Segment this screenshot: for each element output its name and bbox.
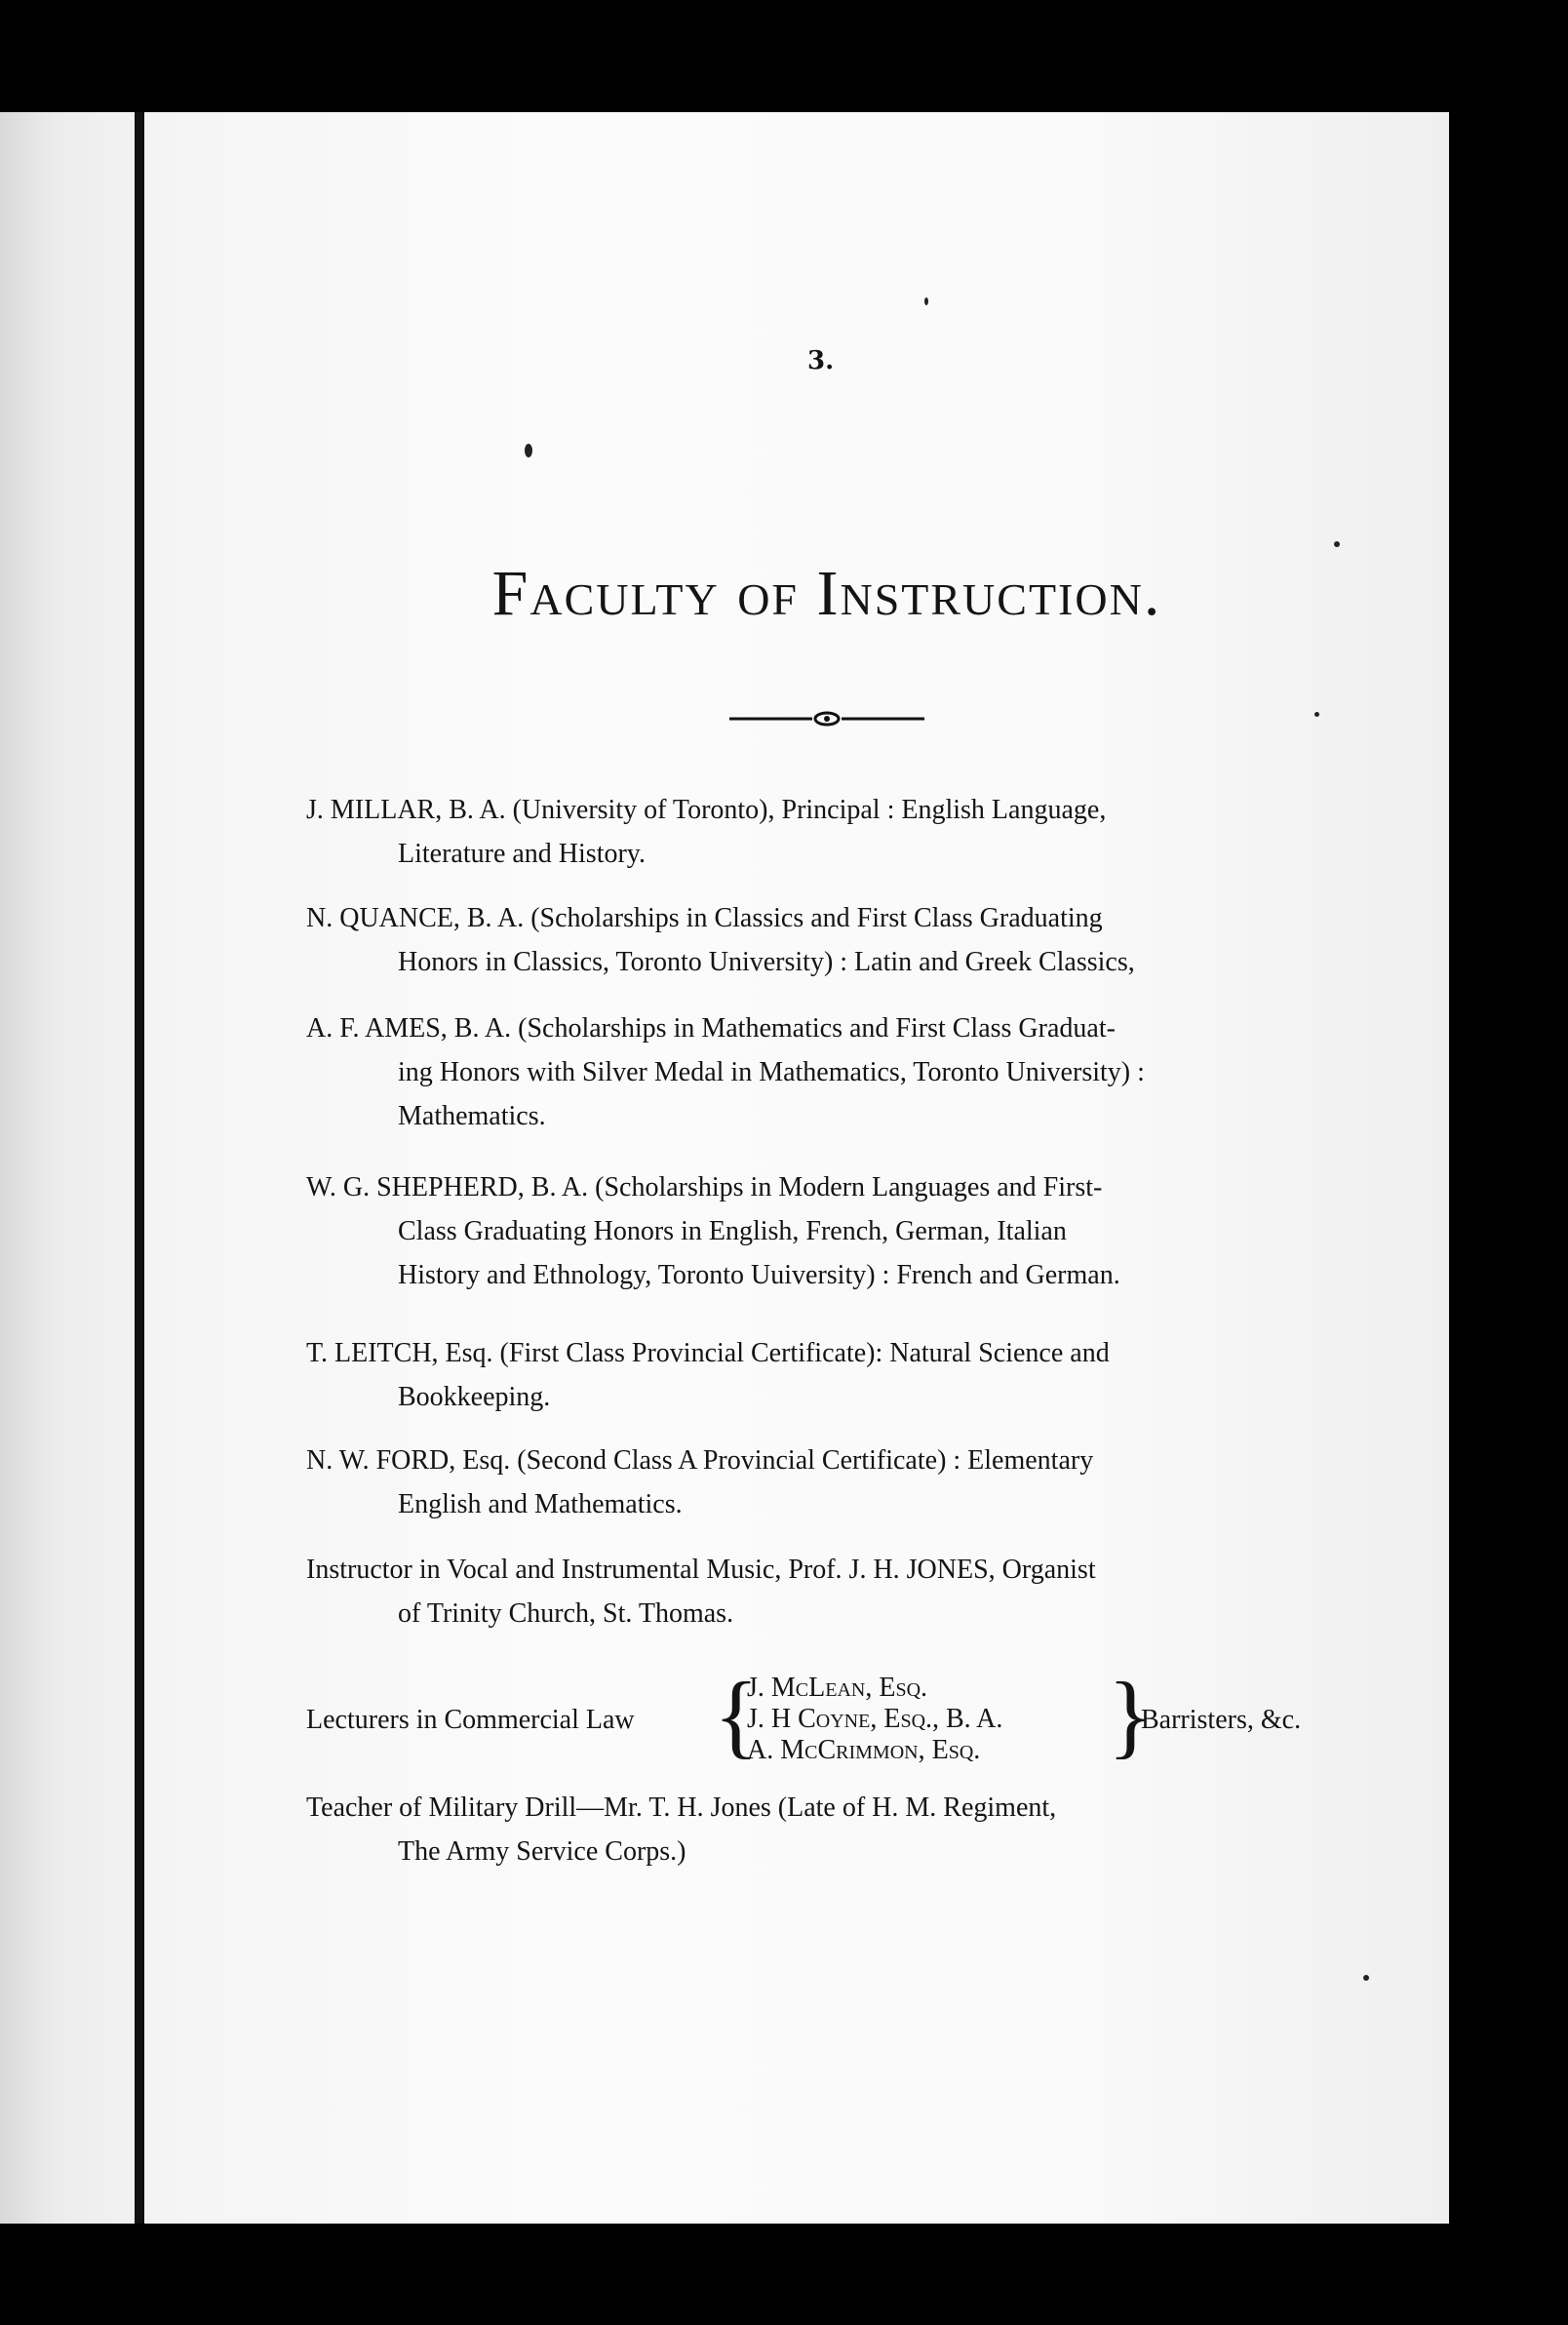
entry-line: Instructor in Vocal and Instrumental Music, Prof. J. H. JONES, Organist bbox=[306, 1555, 1096, 1585]
lecturers-block bbox=[306, 1663, 1340, 1770]
lecturer-name: J. H Coyne, Esq., B. A. bbox=[747, 1704, 1003, 1734]
entry-line: Mathematics. bbox=[398, 1101, 546, 1131]
page-title: Faculty of Instruction. bbox=[491, 558, 1162, 629]
document-page bbox=[144, 112, 1449, 2224]
entry-line: W. G. SHEPHERD, B. A. (Scholarships in Modern Languages and First- bbox=[306, 1172, 1103, 1202]
faculty-entry bbox=[306, 788, 1330, 876]
music-instructor-entry bbox=[306, 1548, 1330, 1635]
faculty-entry bbox=[306, 896, 1330, 984]
entry-line: Class Graduating Honors in English, French, German, Italian bbox=[398, 1216, 1067, 1246]
film-speck bbox=[1334, 541, 1340, 547]
military-drill-entry bbox=[306, 1786, 1330, 1873]
lecturers-names bbox=[747, 1673, 1002, 1766]
page-number: 3. bbox=[807, 346, 835, 375]
right-brace-icon: } bbox=[1108, 1663, 1154, 1767]
entry-line: The Army Service Corps.) bbox=[398, 1836, 686, 1867]
ornament-divider-icon bbox=[729, 709, 924, 729]
film-speck bbox=[924, 297, 928, 305]
left-brace-icon: { bbox=[714, 1663, 760, 1767]
entry-line: N. W. FORD, Esq. (Second Class A Provincial Certificate) : Elementary bbox=[306, 1445, 1094, 1476]
entry-line: of Trinity Church, St. Thomas. bbox=[398, 1598, 734, 1629]
film-speck bbox=[1314, 712, 1319, 717]
entry-line: English and Mathematics. bbox=[398, 1489, 683, 1519]
page-divider bbox=[135, 112, 144, 2224]
entry-line: Teacher of Military Drill—Mr. T. H. Jones (Late of H. M. Regiment, bbox=[306, 1793, 1057, 1823]
entry-line: Honors in Classics, Toronto University) : Latin and Greek Classics, bbox=[398, 947, 1135, 977]
lecturer-name: J. McLean, Esq. bbox=[747, 1673, 928, 1703]
entry-line: T. LEITCH, Esq. (First Class Provincial Certificate): Natural Science and bbox=[306, 1338, 1110, 1368]
film-speck bbox=[1363, 1975, 1369, 1981]
entry-line: History and Ethnology, Toronto Uuiversity) : French and German. bbox=[398, 1260, 1120, 1290]
previous-page-edge bbox=[0, 112, 135, 2224]
entry-line: Bookkeeping. bbox=[398, 1382, 551, 1412]
film-speck bbox=[525, 444, 532, 457]
entry-line: A. F. AMES, B. A. (Scholarships in Mathematics and First Class Graduat- bbox=[306, 1013, 1116, 1044]
faculty-entry bbox=[306, 1165, 1330, 1297]
lecturer-name: A. McCrimmon, Esq. bbox=[747, 1735, 981, 1765]
entry-line: ing Honors with Silver Medal in Mathematics, Toronto University) : bbox=[398, 1057, 1145, 1087]
lecturers-label: Lecturers in Commercial Law bbox=[306, 1705, 635, 1735]
entry-line: J. MILLAR, B. A. (University of Toronto), Principal : English Language, bbox=[306, 795, 1107, 825]
entry-line: N. QUANCE, B. A. (Scholarships in Classics and First Class Graduating bbox=[306, 903, 1103, 933]
entry-line: Literature and History. bbox=[398, 839, 646, 869]
faculty-entry bbox=[306, 1438, 1330, 1526]
lecturers-role: Barristers, &c. bbox=[1141, 1705, 1302, 1735]
faculty-entry bbox=[306, 1331, 1330, 1419]
faculty-entry bbox=[306, 1006, 1330, 1138]
